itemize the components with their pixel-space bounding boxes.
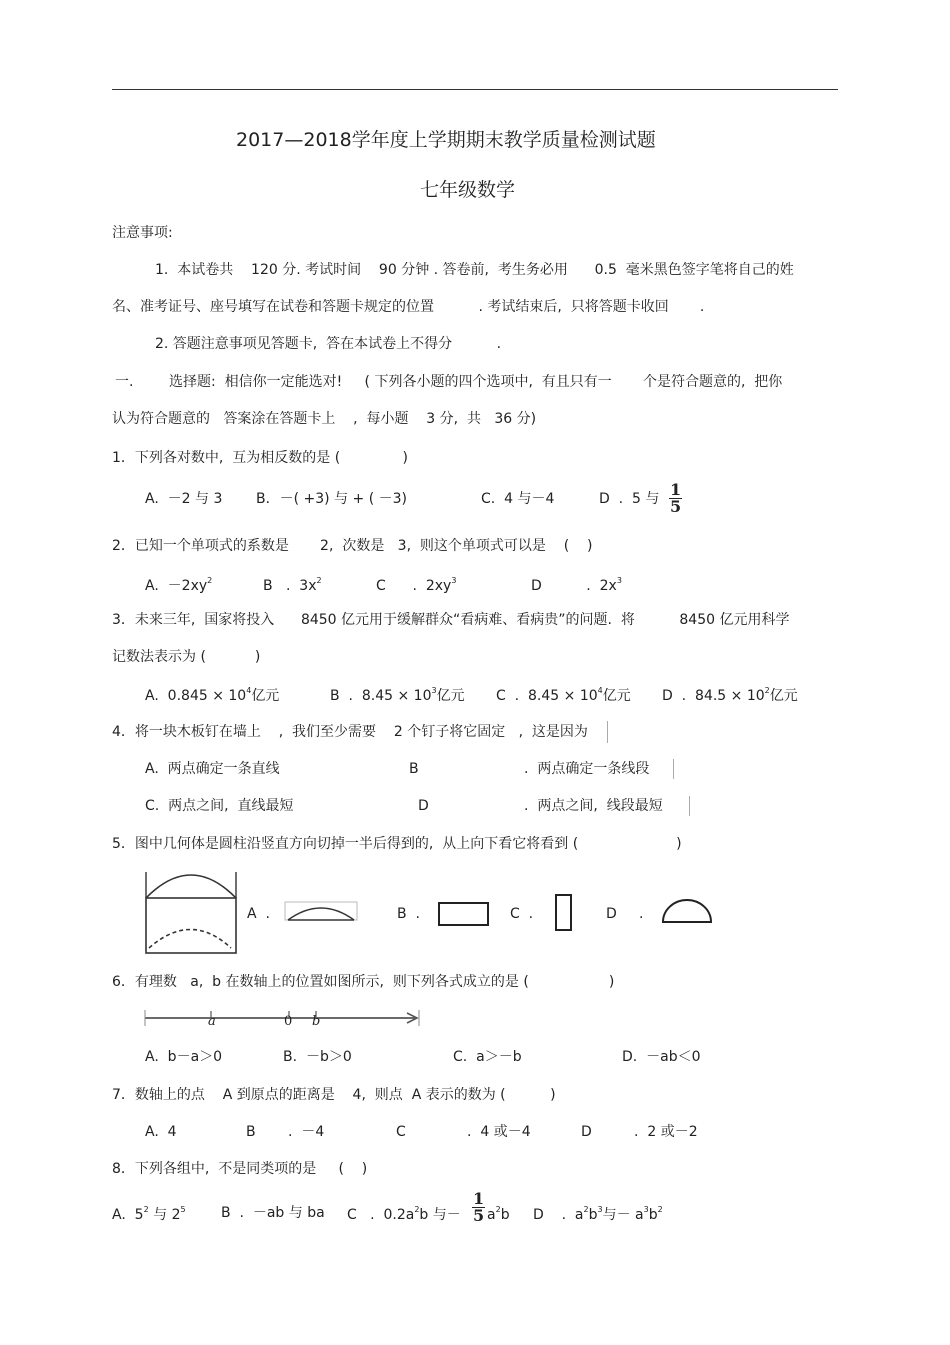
q7-option-b: . －4 bbox=[288, 1124, 325, 1140]
half-cylinder-figure bbox=[143, 866, 239, 956]
q3-option-a bbox=[145, 687, 279, 703]
q8-stem: 8．下列各组中, 不是同类项的是 ( ) bbox=[112, 1161, 368, 1177]
q7-option-d-letter: D bbox=[581, 1124, 592, 1140]
q8-option-c-b: b bbox=[500, 1207, 510, 1223]
q1-option-b: B．－( +3) 与 + ( －3) bbox=[256, 491, 407, 507]
q1-stem: 1．下列各对数中, 互为相反数的是 ( ) bbox=[112, 450, 408, 466]
q5-option-a-label: A . bbox=[247, 906, 270, 922]
q2-option-c-text: C . 2xy bbox=[376, 578, 452, 594]
q8-option-c-text: C . 0.2a bbox=[347, 1207, 415, 1223]
q5-option-b-shape bbox=[437, 901, 491, 927]
q7-option-c: . 4 或－4 bbox=[467, 1124, 531, 1140]
q7-stem: 7．数轴上的点 A 到原点的距离是 4, 则点 A 表示的数为 ( ) bbox=[112, 1087, 556, 1103]
q4-option-b-letter: B bbox=[409, 761, 419, 777]
q2-option-d bbox=[531, 577, 622, 593]
q5-option-c-label: C . bbox=[510, 906, 534, 922]
q1-option-a: A. －2 与 3 bbox=[145, 491, 223, 507]
q8-fraction-numerator: 1 bbox=[473, 1189, 485, 1208]
q2-option-a-exp: 2 bbox=[207, 576, 213, 585]
scan-mark bbox=[607, 721, 608, 743]
q4-option-d-letter: D bbox=[418, 798, 429, 814]
q2-option-c-exp: 3 bbox=[451, 576, 457, 585]
q3-option-c-text: C . 8.45 × 10 bbox=[496, 688, 598, 704]
q3-option-b-exp: 3 bbox=[431, 686, 437, 695]
q6-option-c: C. a＞－b bbox=[453, 1049, 522, 1065]
notice-heading: 注意事项: bbox=[112, 225, 173, 241]
q2-option-b-exp: 2 bbox=[316, 576, 322, 585]
q5-option-a-shape bbox=[284, 900, 358, 922]
q8-option-b: B . －ab 与 ba bbox=[221, 1205, 325, 1221]
q8-option-d-exp3: 3 bbox=[643, 1205, 649, 1214]
q3-option-c-unit: 亿元 bbox=[602, 688, 631, 704]
q7-option-d: . 2 或－2 bbox=[634, 1124, 698, 1140]
q8-option-a bbox=[112, 1206, 186, 1222]
q8-option-d-exp4: 2 bbox=[657, 1205, 663, 1214]
q6-option-d: D. －ab＜0 bbox=[622, 1049, 701, 1065]
q2-option-a bbox=[145, 577, 212, 593]
q1-option-d: D . 5 与 bbox=[599, 491, 660, 507]
q3-option-d-unit: 亿元 bbox=[769, 688, 798, 704]
q4-option-d: . 两点之间, 线段最短 bbox=[524, 798, 663, 814]
q8-option-d-exp2: 3 bbox=[597, 1205, 603, 1214]
q5-option-d-label: D . bbox=[606, 906, 644, 922]
q2-option-a-text: A. －2xy bbox=[145, 578, 208, 594]
q1-fraction bbox=[669, 482, 682, 515]
q3-option-c bbox=[496, 687, 631, 703]
q8-option-c-exp: 2 bbox=[414, 1205, 420, 1214]
q3-option-a-unit: 亿元 bbox=[251, 688, 280, 704]
q1-fraction-denominator: 5 bbox=[670, 497, 682, 516]
page-subtitle: 七年级数学 bbox=[420, 179, 516, 201]
q4-option-c: C. 两点之间, 直线最短 bbox=[145, 798, 294, 814]
q1-option-c: C. 4 与－4 bbox=[481, 491, 555, 507]
q8-option-c-a-exp: 2 bbox=[495, 1205, 501, 1214]
q8-option-d bbox=[533, 1206, 663, 1222]
q6-stem: 6．有理数 a, b 在数轴上的位置如图所示, 则下列各式成立的是 ( ) bbox=[112, 974, 615, 990]
q5-option-d-shape bbox=[660, 897, 714, 925]
q2-option-b-text: B . 3x bbox=[263, 578, 317, 594]
q8-option-c bbox=[347, 1206, 461, 1222]
notice-1-line-2: 名、准考证号、座号填写在试卷和答题卡规定的位置 . 考试结束后, 只将答题卡收回 . bbox=[112, 299, 705, 315]
q8-option-a-exp1: 2 bbox=[143, 1205, 149, 1214]
q3-option-d bbox=[662, 687, 798, 703]
number-line-figure bbox=[143, 1006, 423, 1030]
q6-option-a: A. b－a＞0 bbox=[145, 1049, 223, 1065]
q8-option-d-text: D . a bbox=[533, 1207, 584, 1223]
q6-option-b: B. －b＞0 bbox=[283, 1049, 352, 1065]
q2-stem: 2．已知一个单项式的系数是 2, 次数是 3, 则这个单项式可以是 ( ) bbox=[112, 538, 593, 554]
q3-option-b-text: B . 8.45 × 10 bbox=[330, 688, 432, 704]
notice-2: 2. 答题注意事项见答题卡, 答在本试卷上不得分 . bbox=[155, 336, 502, 352]
q8-option-a-exp2: 5 bbox=[180, 1205, 186, 1214]
q5-option-b-label: B . bbox=[397, 906, 420, 922]
scan-mark bbox=[673, 759, 674, 779]
number-line-label-b: b bbox=[312, 1014, 321, 1029]
scan-mark bbox=[689, 796, 690, 816]
q8-fraction-denominator: 5 bbox=[473, 1206, 485, 1225]
page-title: 2017—2018学年度上学期期末教学质量检测试题 bbox=[236, 129, 656, 151]
q8-option-a-base1: A. 5 bbox=[112, 1207, 144, 1223]
q2-option-d-exp: 3 bbox=[616, 576, 622, 585]
q8-option-d-exp1: 2 bbox=[583, 1205, 589, 1214]
q3-option-c-exp: 4 bbox=[597, 686, 603, 695]
q8-option-c-tail bbox=[487, 1206, 510, 1222]
q2-option-b bbox=[263, 577, 322, 593]
section-1-line-1: 一. 选择题: 相信你一定能选对! ( 下列各小题的四个选项中, 有且只有一 个是符合题意的, 把你 bbox=[115, 374, 783, 390]
q3-stem-line-1: 3．未来三年, 国家将投入 8450 亿元用于缓解群众“看病难、看病贵”的问题. 将 8450 亿元用科学 bbox=[112, 612, 790, 628]
q4-option-a: A. 两点确定一条直线 bbox=[145, 761, 280, 777]
q3-option-a-exp: 4 bbox=[246, 686, 252, 695]
number-line-label-0: 0 bbox=[284, 1014, 293, 1029]
q5-option-c-shape bbox=[554, 893, 574, 933]
q8-option-d-mid: 与－ a bbox=[602, 1207, 644, 1223]
q8-option-d-b1: b bbox=[588, 1207, 598, 1223]
q7-option-b-letter: B bbox=[246, 1124, 256, 1140]
notice-1-line-1: 1. 本试卷共 120 分. 考试时间 90 分钟 . 答卷前, 考生务必用 0.5 毫米黑色签字笔将自己的姓 bbox=[155, 262, 794, 278]
q3-option-d-exp: 2 bbox=[764, 686, 770, 695]
q7-option-a: A. 4 bbox=[145, 1124, 177, 1140]
q3-stem-line-2: 记数法表示为 ( ) bbox=[112, 649, 261, 665]
section-1-line-2: 认为符合题意的 答案涂在答题卡上 , 每小题 3 分, 共 36 分) bbox=[112, 411, 537, 427]
q3-option-a-text: A. 0.845 × 10 bbox=[145, 688, 247, 704]
q3-option-d-text: D . 84.5 × 10 bbox=[662, 688, 765, 704]
q3-option-b bbox=[330, 687, 465, 703]
top-rule bbox=[112, 89, 838, 90]
q7-option-c-letter: C bbox=[396, 1124, 406, 1140]
q5-stem: 5．图中几何体是圆柱沿竖直方向切掉一半后得到的, 从上向下看它将看到 ( ) bbox=[112, 836, 682, 852]
q2-option-c bbox=[376, 577, 456, 593]
q8-option-a-base2: 与 2 bbox=[148, 1207, 181, 1223]
q8-option-d-b2: b bbox=[648, 1207, 658, 1223]
q4-stem: 4．将一块木板钉在墙上 , 我们至少需要 2 个钉子将它固定 , 这是因为 bbox=[112, 724, 588, 740]
q8-fraction bbox=[472, 1191, 485, 1224]
q8-option-c-a: a bbox=[487, 1207, 496, 1223]
q2-option-d-text: D . 2x bbox=[531, 578, 617, 594]
q8-option-c-mid: b 与－ bbox=[419, 1207, 461, 1223]
q3-option-b-unit: 亿元 bbox=[436, 688, 465, 704]
q4-option-b: . 两点确定一条线段 bbox=[524, 761, 650, 777]
number-line-label-a: a bbox=[208, 1014, 216, 1029]
q1-fraction-numerator: 1 bbox=[670, 480, 682, 499]
